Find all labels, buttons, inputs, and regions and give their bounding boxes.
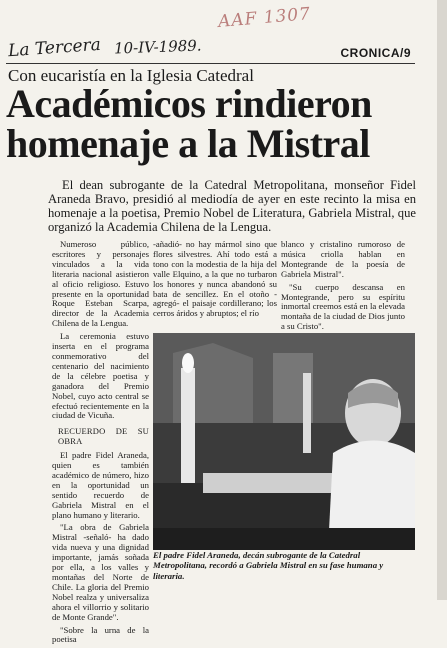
- photo-caption: El padre Fidel Araneda, decán subrogante de la Catedral Metropolitana, recordó a Gabriela Mistral en su fase humana y literaria.: [153, 550, 384, 581]
- headline: Académicos rindieron homenaje a la Mistral: [6, 81, 372, 166]
- section-label: CRONICA/9: [340, 46, 411, 60]
- archive-mark: AAF 1307: [217, 3, 312, 33]
- paragraph: -añadió- no hay mármol sino que flores silvestres. Ahí todo está a tono con la modestia de la hija del valle Elquino, a la que no turbaron los honores y nunca abandonó su bata de sencillez. En el otoño -agregó- el paisaje cordillerano; los cerros áridos y abruptos; el río: [153, 239, 277, 319]
- paragraph: "Sobre la urna de la poetisa: [52, 624, 149, 645]
- header-rule: [6, 63, 415, 64]
- handwritten-source: La Tercera: [7, 34, 102, 62]
- column-1: [52, 240, 149, 648]
- scan-edge: [437, 0, 447, 600]
- subhead: RECUERDO DE SU OBRA: [58, 426, 149, 447]
- photo: [153, 333, 415, 550]
- kicker: Con eucaristía en la Iglesia Catedral: [8, 66, 254, 85]
- paragraph: blanco y cristalino rumoroso de música criolla hablan en Montegrande de la poesía de Gabriela Mistral".: [281, 239, 405, 279]
- column-2: [153, 240, 277, 322]
- lead-paragraph: El dean subrogante de la Catedral Metropolitana, monseñor Fidel Araneda Bravo, presidió al mediodía de ayer en este recinto la misa en homenaje a la poetisa, Premio Nobel de Literatura, Gabriela Mistral, que organizó la Academia Chilena de la Lengua.: [48, 178, 416, 234]
- paragraph: "La obra de Gabriela Mistral -señaló- ha dado vida nueva y una dignidad importante, jamás soñada por ella, a los valles y montañas del Norte de Chile. La gloria del Premio Nobel realza y universaliza ahora el villorrio y solitario de Monte Grande".: [52, 522, 149, 622]
- photo-image: [153, 333, 415, 550]
- paragraph: "Su cuerpo descansa en Montegrande, pero su espíritu inmortal creemos está en la elevada montaña de la ciudad de Dios junto a su Cristo".: [281, 281, 405, 332]
- paragraph: Numeroso público, escritores y personajes vinculados a la vida literaria nacional asistieron al oficio religioso. Estuvo presente en la oportunidad Roque Esteban Scarpa, director de la Academia Chilena de la Lengua.: [52, 239, 149, 329]
- paragraph: La ceremonia estuvo inserta en el programa conmemorativo del centenario del nacimiento de la célebre poetisa y ganadora del Premio Nobel, cuyo acto central se efectuó recientemente en la ciudad de Vicuña.: [52, 331, 149, 421]
- handwritten-date: 10-IV-1989.: [113, 36, 202, 58]
- paragraph: El padre Fidel Araneda, quien es también académico de número, hizo en la oportunidad un sentido recuerdo de Gabriela Mistral en el plano humano y literario.: [52, 450, 149, 520]
- column-3: [281, 240, 405, 335]
